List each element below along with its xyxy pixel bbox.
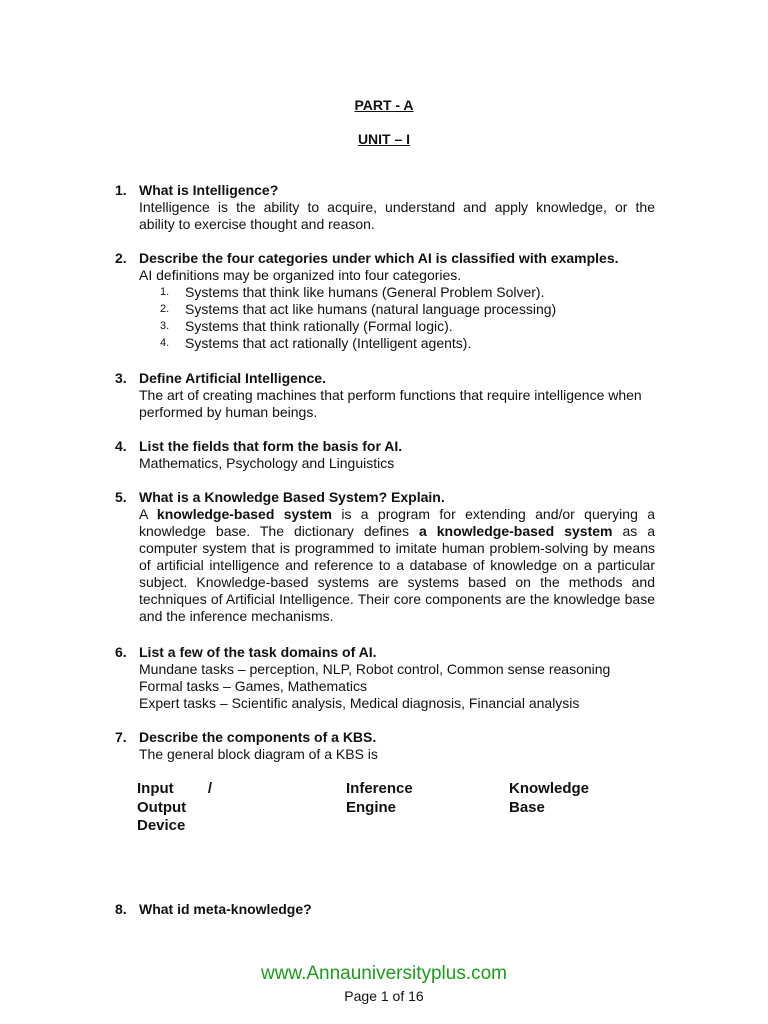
question-number: 2. — [115, 250, 127, 266]
bold-term: knowledge-based system — [156, 506, 332, 522]
question-title: Describe the four categories under which AI is classified with examples. — [139, 250, 619, 266]
answer-line: ability to exercise thought and reason. — [139, 216, 375, 232]
inference-engine-block: Inference Engine — [346, 780, 413, 816]
list-number: 3. — [160, 320, 170, 332]
list-number: 2. — [160, 303, 170, 315]
unit-heading: UNIT – I — [357, 131, 411, 147]
part-heading: PART - A — [354, 97, 414, 113]
question-1 — [115, 182, 655, 233]
question-title: List a few of the task domains of AI. — [139, 644, 377, 660]
question-number: 7. — [115, 729, 127, 745]
list-item — [115, 318, 655, 335]
question-number: 5. — [115, 489, 127, 505]
question-number: 1. — [115, 182, 127, 198]
footer-website-link[interactable]: www.Annauniversityplus.com — [260, 963, 508, 984]
question-number: 8. — [115, 901, 127, 917]
question-title: Define Artificial Intelligence. — [139, 370, 326, 386]
list-text: Systems that think rationally (Formal logic). — [185, 318, 453, 334]
question-8 — [115, 901, 655, 918]
question-title: Describe the components of a KBS. — [139, 729, 377, 745]
question-3 — [115, 370, 655, 421]
question-5 — [115, 489, 655, 625]
page-number: Page 1 of 16 — [344, 988, 424, 1004]
question-title: What is Intelligence? — [139, 182, 279, 198]
question-number: 4. — [115, 438, 127, 454]
question-title: What is a Knowledge Based System? Explain. — [139, 489, 445, 505]
answer-line: AI definitions may be organized into four categories. — [139, 267, 462, 283]
list-text: Systems that act like humans (natural language processing) — [185, 301, 557, 317]
question-number: 6. — [115, 644, 127, 660]
question-6 — [115, 644, 655, 712]
knowledge-base-block: Knowledge Base — [509, 780, 590, 816]
answer-line: Intelligence is the ability to acquire, understand and apply knowledge, or the — [139, 199, 655, 215]
bold-term: a knowledge-based system — [419, 523, 613, 539]
question-4 — [115, 438, 655, 472]
answer-line: Formal tasks – Games, Mathematics — [139, 678, 367, 694]
list-item — [115, 301, 655, 318]
list-text: Systems that think like humans (General Problem Solver). — [185, 284, 545, 300]
answer-line: Mathematics, Psychology and Linguistics — [139, 455, 395, 471]
answer-line: performed by human beings. — [139, 404, 318, 420]
answer-line: Mundane tasks – perception, NLP, Robot control, Common sense reasoning — [139, 661, 611, 677]
answer-line: The general block diagram of a KBS is — [139, 746, 378, 762]
input-output-device-block: Input / Output Device — [137, 780, 212, 834]
question-2 — [115, 250, 655, 352]
list-item — [115, 335, 655, 352]
question-7 — [115, 729, 655, 763]
answer-paragraph: A knowledge-based system is a program for extending and/or querying a knowledge base. The dictionary defines a knowledge-based system as a computer system that is programmed to imitate human problem-solving by means of artificial intelligence and reference to a database of knowledge on a particular subject. Knowledge-based systems are systems based on the methods and techniques of Artificial Intelligence. Their core components are the knowledge base and the inference mechanisms. — [139, 506, 655, 624]
answer-line: Expert tasks – Scientific analysis, Medical diagnosis, Financial analysis — [139, 695, 580, 711]
list-text: Systems that act rationally (Intelligent agents). — [185, 335, 472, 351]
list-number: 4. — [160, 337, 170, 349]
question-title: List the fields that form the basis for AI. — [139, 438, 403, 454]
question-number: 3. — [115, 370, 127, 386]
question-title: What id meta-knowledge? — [139, 901, 312, 917]
answer-line: The art of creating machines that perform functions that require intelligence when — [139, 387, 642, 403]
list-item — [115, 284, 655, 301]
list-number: 1. — [160, 286, 170, 298]
